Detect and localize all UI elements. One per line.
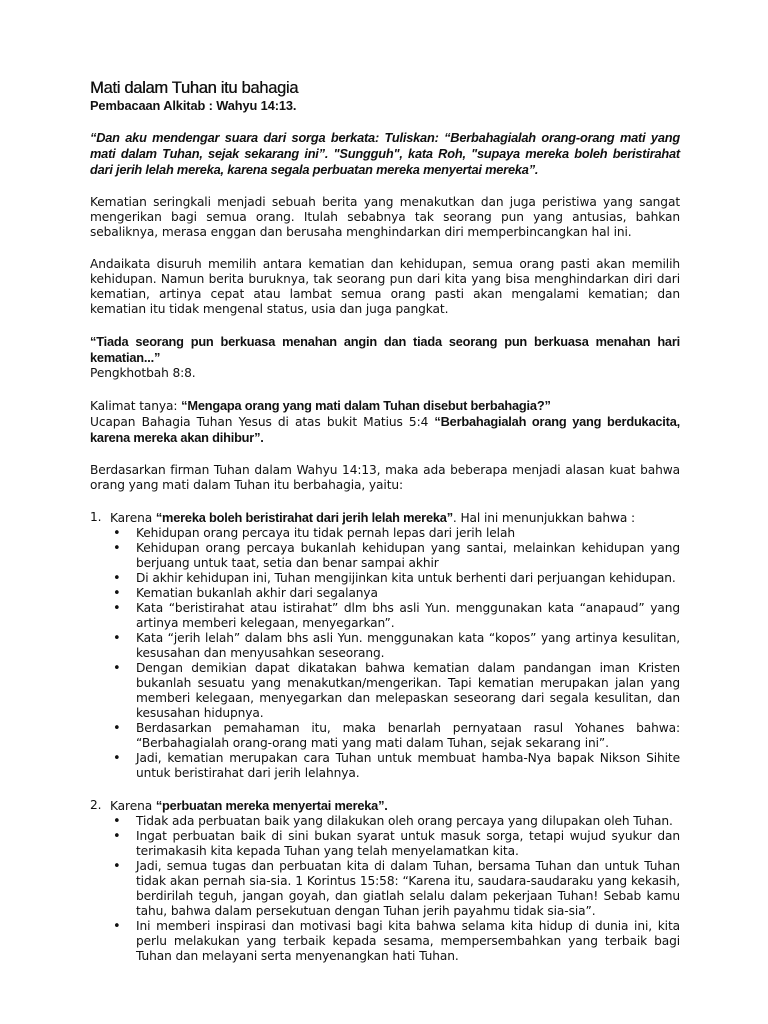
reason-number: 2.	[90, 798, 102, 812]
reason-heading	[90, 798, 680, 814]
reasons-list	[90, 510, 680, 964]
beatitude-quote: “Berbahagialah orang yang berdukacita, karena mereka akan dihibur”.	[90, 414, 680, 445]
bullet-icon: •	[113, 631, 121, 646]
bullet-text: Jadi, kematian merupakan cara Tuhan untuk membuat hamba-Nya bapak Nikson Sihite untuk beristirahat dari jerih lelahnya.	[136, 751, 680, 780]
paragraph-choice: Andaikata disuruh memilih antara kematian dan kehidupan, semua orang pasti akan memilih kehidupan. Namun berita buruknya, tak seorang pun dari kita yang bisa menghindarkan diri dari kematian, artinya cepat atau lambat semua orang pasti akan mengalami kematian; dan kematian itu tidak mengenal status, usia dan juga pangkat.	[90, 257, 680, 316]
bullet-item	[100, 751, 680, 781]
document-body	[90, 78, 680, 964]
bullet-icon: •	[113, 661, 121, 676]
beatitude-intro: Ucapan Bahagia Tuhan Yesus di atas bukit Matius 5:4	[90, 415, 435, 429]
reason-section	[90, 510, 680, 781]
bullet-item	[100, 541, 680, 571]
ecclesiastes-quote: “Tiada seorang pun berkuasa menahan angin dan tiada seorang pun berkuasa menahan hari kematian...”	[90, 334, 680, 365]
bullet-text: Kehidupan orang percaya bukanlah kehidupan yang santai, melainkan kehidupan yang berjuang untuk taat, setia dan benar sampai akhir	[136, 541, 680, 570]
reason-heading-text	[110, 798, 388, 814]
bullet-item	[100, 859, 680, 919]
scripture-reading: Pembacaan Alkitab : Wahyu 14:13.	[90, 98, 297, 113]
bullet-icon: •	[113, 526, 121, 541]
scripture-quote: “Dan aku mendengar suara dari sorga berkata: Tuliskan: “Berbahagialah orang-orang mati yang mati dalam Tuhan, sejak sekarang ini”. "Sungguh", kata Roh, "supaya mereka boleh beristirahat dari jerih lelah mereka, karena segala perbuatan mereka menyertai mereka”.	[90, 130, 680, 177]
bullet-icon: •	[113, 814, 121, 829]
bullet-icon: •	[113, 586, 121, 601]
reason-bold-quote: “mereka boleh beristirahat dari jerih lelah mereka”	[155, 510, 453, 525]
bullet-icon: •	[113, 601, 121, 616]
bullet-item	[100, 526, 680, 541]
bullet-text: Ini memberi inspirasi dan motivasi bagi kita bahwa selama kita hidup di dunia ini, kita perlu melakukan yang terbaik kepada sesama, mempersembahkan yang terbaik bagi Tuhan dan melayani serta menyenangkan hati Tuhan.	[136, 919, 680, 963]
bullet-text: Jadi, semua tugas dan perbuatan kita di dalam Tuhan, bersama Tuhan dan untuk Tuhan tidak akan pernah sia-sia. 1 Korintus 15:58: “Karena itu, saudara-saudaraku yang kekasih, berdirilah teguh, jangan goyah, dan giatlah selalu dalam pekerjaan Tuhan! Sebab kamu tahu, bahwa dalam persekutuan dengan Tuhan jerih payahmu tidak sia-sia”.	[136, 859, 680, 918]
bullet-item	[100, 829, 680, 859]
question-block	[90, 398, 680, 446]
paragraph-reasons-intro: Berdasarkan firman Tuhan dalam Wahyu 14:13, maka ada beberapa menjadi alasan kuat bahwa orang yang mati dalam Tuhan itu berbahagia, yaitu:	[90, 463, 680, 492]
bullet-icon: •	[113, 571, 121, 586]
bullet-list	[90, 814, 680, 964]
reason-heading	[90, 510, 680, 526]
bullet-item	[100, 631, 680, 661]
bullet-text: Kematian bukanlah akhir dari segalanya	[136, 586, 378, 600]
ecclesiastes-quote-block	[90, 334, 680, 381]
bullet-item	[100, 919, 680, 964]
beatitude-line	[90, 414, 680, 446]
bullet-icon: •	[113, 829, 121, 844]
bullet-text: Di akhir kehidupan ini, Tuhan mengijinkan kita untuk berhenti dari perjuangan kehidupan.	[136, 571, 676, 585]
reason-prefix: Karena	[110, 799, 156, 813]
bullet-text: Tidak ada perbuatan baik yang dilakukan oleh orang percaya yang dilupakan oleh Tuhan.	[136, 814, 673, 828]
bullet-icon: •	[113, 859, 121, 874]
ecclesiastes-reference: Pengkhotbah 8:8.	[90, 366, 196, 380]
bullet-text: Kata “jerih lelah” dalam bhs asli Yun. menggunakan kata “kopos” yang artinya kesulitan, kesusahan dan menyusahkan seseorang.	[136, 631, 680, 660]
bullet-icon: •	[113, 541, 121, 556]
bullet-text: Dengan demikian dapat dikatakan bahwa kematian dalam pandangan iman Kristen bukanlah sesuatu yang menakutkan/mengerikan. Tapi kematian merupakan jalan yang memberi kelegaan, menyegarkan dan melepaskan seseorang dari segala kesulitan, dan kesusahan hidupnya.	[136, 661, 680, 720]
reason-number: 1.	[90, 510, 102, 524]
bullet-text: Berdasarkan pemahaman itu, maka benarlah pernyataan rasul Yohanes bahwa: “Berbahagialah orang-orang mati yang mati dalam Tuhan, sejak sekarang ini”.	[136, 721, 680, 750]
bullet-text: Kehidupan orang percaya itu tidak pernah lepas dari jerih lelah	[136, 526, 515, 540]
bullet-icon: •	[113, 751, 121, 766]
reason-bold-quote: “perbuatan mereka menyertai mereka”.	[155, 798, 388, 813]
question-prefix: Kalimat tanya:	[90, 399, 182, 413]
bullet-item	[100, 601, 680, 631]
bullet-item	[100, 586, 680, 601]
bullet-icon: •	[113, 919, 121, 934]
bullet-text: Ingat perbuatan baik di sini bukan syarat untuk masuk sorga, tetapi wujud syukur dan terimakasih kita kepada Tuhan yang telah menyelamatkan kita.	[136, 829, 680, 858]
bullet-item	[100, 661, 680, 721]
bullet-item	[100, 721, 680, 751]
page-title: Mati dalam Tuhan itu bahagia	[90, 79, 299, 97]
reason-prefix: Karena	[110, 511, 156, 525]
paragraph-intro: Kematian seringkali menjadi sebuah berita yang menakutkan dan juga peristiwa yang sangat mengerikan bagi semua orang. Itulah sebabnya tak seorang pun yang antusias, bahkan sebaliknya, merasa enggan dan berusaha menghindarkan diri memperbincangkan hal ini.	[90, 195, 680, 239]
reason-heading-text	[110, 510, 635, 526]
bullet-item	[100, 571, 680, 586]
question-text: “Mengapa orang yang mati dalam Tuhan disebut berbahagia?”	[181, 398, 551, 413]
reason-suffix: . Hal ini menunjukkan bahwa :	[452, 511, 636, 525]
bullet-icon: •	[113, 721, 121, 736]
bullet-item	[100, 814, 680, 829]
reason-section	[90, 798, 680, 964]
question-line	[90, 398, 680, 414]
bullet-list	[90, 526, 680, 781]
bullet-text: Kata “beristirahat atau istirahat” dlm bhs asli Yun. menggunakan kata “anapaud” yang artinya memberi kelegaan, menyegarkan”.	[136, 601, 680, 630]
